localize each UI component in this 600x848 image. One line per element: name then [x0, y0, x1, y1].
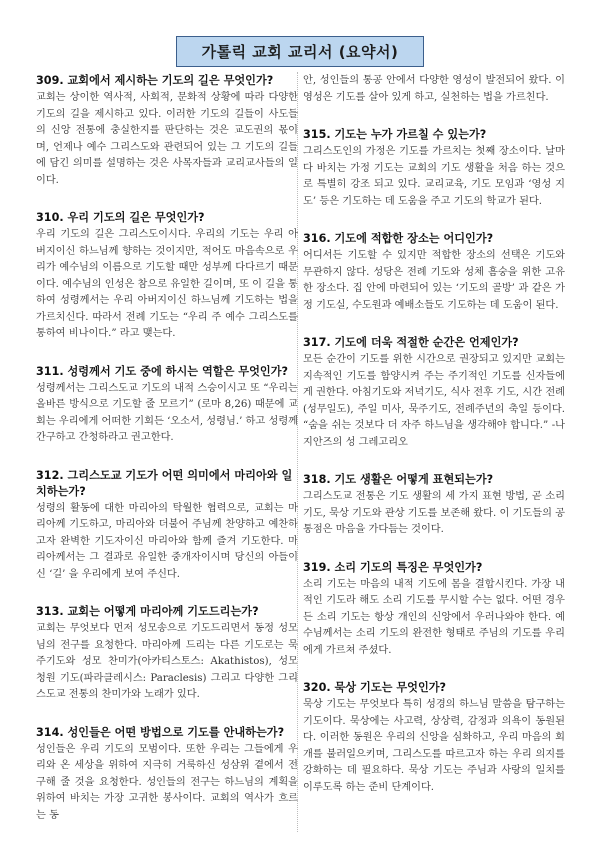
question-320: 320. 묵상 기도는 무엇인가? — [303, 681, 447, 694]
answer-312: 성령의 활동에 대한 마리아의 탁월한 협력으로, 교회는 마리아께 기도하고, 마리아와 더불어 주님께 찬양하고 예찬하고자 완벽한 기도자이신 마리아와 함께 즐겨 기도한다. 마리아께서는 그 결과로 유일한 중개자이시며 당신의 아들이신 ‘길’ 을 우리에게 보여 주신다. — [36, 502, 298, 580]
qa-item — [36, 73, 298, 189]
question-311: 311. 성령께서 기도 중에 하시는 역할은 무엇인가? — [36, 364, 288, 378]
qa-item — [303, 231, 565, 314]
question-312: 312. 그리스도교 기도가 어떤 의미에서 마리아와 일치하는가? — [36, 468, 293, 498]
answer-318: 그리스도교 전통은 기도 생활의 세 가지 표현 방법, 곧 소리 기도, 묵상 기도와 관상 기도를 보존해 왔다. 이 기도들의 공통점은 마음을 가다듬는 것이다. — [303, 491, 565, 535]
qa-item — [303, 560, 565, 660]
answer-315: 그리스도인의 가정은 기도를 가르치는 첫째 장소이다. 날마다 바치는 가정 기도는 교회의 기도 생활을 처음 하는 것으로 특별히 강조 되고 있다. 교리교육, 기도 모임과 ‘영성 지도’ 등은 기도하는 데 도움을 주고 기도의 학교가 된다. — [303, 146, 565, 207]
answer-319: 소리 기도는 마음의 내적 기도에 몸을 결합시킨다. 가장 내적인 기도라 해도 소리 기도를 무시할 수는 없다. 어떤 경우든 소리 기도는 항상 개인의 신앙에서 우러나와야 한다. 예수님께서는 소리 기도의 완전한 형태로 주님의 기도를 우리에게 가르쳐 주셨다. — [303, 578, 565, 656]
qa-item — [36, 604, 298, 704]
answer-314: 성인들은 우리 기도의 모범이다. 또한 우리는 그들에게 우리와 온 세상을 위하여 지극히 거룩하신 성삼위 곁에서 전구해 줄 것을 요청한다. 성인들의 전구는 하느님의 계획을 위하여 바치는 가장 고귀한 봉사이다. 교회의 역사가 흐르는 동 — [36, 743, 298, 821]
qa-item — [303, 472, 565, 539]
qa-item — [303, 680, 565, 796]
question-319: 319. 소리 기도의 특징은 무엇인가? — [303, 560, 483, 574]
left-column — [36, 73, 298, 835]
right-column — [303, 73, 565, 835]
answer-314-continuation-block — [303, 73, 565, 106]
qa-item — [36, 725, 298, 825]
qa-item — [36, 468, 298, 584]
question-310: 310. 우리 기도의 길은 무엇인가? — [36, 211, 205, 224]
column-divider — [297, 72, 298, 832]
qa-item — [303, 335, 565, 451]
answer-310: 우리 기도의 길은 그리스도이시다. 우리의 기도는 우리 아버지이신 하느님께 향하는 것이지만, 적어도 마음속으로 우리가 예수님의 이름으로 기도할 때만 성부께 다다르기 때문이다. 예수님의 인성은 참으로 유일한 길이며, 또 이 길을 통하여 성령께서는 우리 아버지이신 하느님께 기도하는 법을 가르치신다. 따라서 전례 기도는 “우리 주 예수 그리스도를 통하여 비나이다.” 라고 맺는다. — [36, 229, 298, 339]
question-309: 309. 교회에서 제시하는 기도의 길은 무엇인가? — [36, 74, 274, 87]
answer-309: 교회는 상이한 역사적, 사회적, 문화적 상황에 따라 다양한 기도의 길을 제시하고 있다. 이러한 기도의 길들이 사도들의 신앙 전통에 충실한지를 판단하는 것은 교도권의 몫이며, 언제나 예수 그리스도와 관련되어 있는 그 기도의 길들에 담긴 의미를 설명하는 것은 사목자들과 교리교사들의 일이다. — [36, 92, 298, 186]
answer-320: 묵상 기도는 무엇보다 특히 성경의 하느님 말씀을 탐구하는 기도이다. 묵상에는 사고력, 상상력, 감정과 의욕이 동원된다. 이러한 동원은 우리의 신앙을 심화하고, 우리 마음의 회개를 불러일으키며, 그리스도를 따르고자 하는 우리 의지를 강화하는 데 필요하다. 묵상 기도는 주님과 사랑의 일치를 이루도록 하는 준비 단계이다. — [303, 699, 565, 793]
question-313: 313. 교회는 어떻게 마리아께 기도드리는가? — [36, 605, 259, 618]
answer-316: 어디서든 기도할 수 있지만 적합한 장소의 선택은 기도와 무관하지 않다. 성당은 전례 기도와 성체 흠숭을 위한 고유한 장소다. 집 안에 마련되어 있는 ‘기도의 골방’ 과 같은 가정 기도실, 수도원과 예배소들도 기도하는 데 도움이 된다. — [303, 250, 565, 311]
qa-item — [303, 127, 565, 210]
answer-317: 모든 순간이 기도를 위한 시간으로 권장되고 있지만 교회는 지속적인 기도를 함양시켜 주는 주기적인 기도를 신자들에게 권한다. 아침기도와 저녁기도, 식사 전후 기도, 시간 전례(성무일도), 주일 미사, 묵주기도, 전례주년의 축일 등이다. “숨을 쉬는 것보다 더 자주 하느님을 생각해야 합니다.” -나지안즈의 성 그레고리오 — [303, 354, 565, 448]
question-314: 314. 성인들은 어떤 방법으로 기도를 안내하는가? — [36, 725, 285, 739]
answer-311: 성령께서는 그리스도교 기도의 내적 스승이시고 또 “우리는 올바른 방식으로 기도할 줄 모르기” (로마 8,26) 때문에 교회는 우리에게 어떠한 기회든 ‘오소서, 성령님.’ 하고 성령께 간구하고 간청하라고 권고한다. — [36, 382, 298, 443]
question-316: 316. 기도에 적합한 장소는 어디인가? — [303, 232, 494, 245]
answer-314-continuation: 안, 성인들의 통공 안에서 다양한 영성이 발전되어 왔다. 이 영성은 기도를 살아 있게 하고, 실천하는 법을 가르친다. — [303, 75, 565, 103]
qa-item — [36, 210, 298, 343]
question-318: 318. 기도 생활은 어떻게 표현되는가? — [303, 473, 494, 486]
answer-313: 교회는 무엇보다 먼저 성모송으로 기도드리면서 동정 성모님의 전구를 요청한다. 마리아께 드리는 다른 기도로는 묵주기도와 성모 찬미가(아카티스토스: Akathistos), 성모 청원 기도(파라클레시스: Paraclesis) 그리고 다양한 그리스도교 전통의 찬미가와 노래가 있다. — [36, 623, 298, 700]
question-317: 317. 기도에 더욱 적절한 순간은 언제인가? — [303, 336, 519, 349]
page-title-text: 가톨릭 교회 교리서 (요약서) — [201, 43, 399, 61]
page-title — [176, 36, 424, 67]
qa-item — [36, 364, 298, 447]
question-315: 315. 기도는 누가 가르칠 수 있는가? — [303, 128, 487, 141]
